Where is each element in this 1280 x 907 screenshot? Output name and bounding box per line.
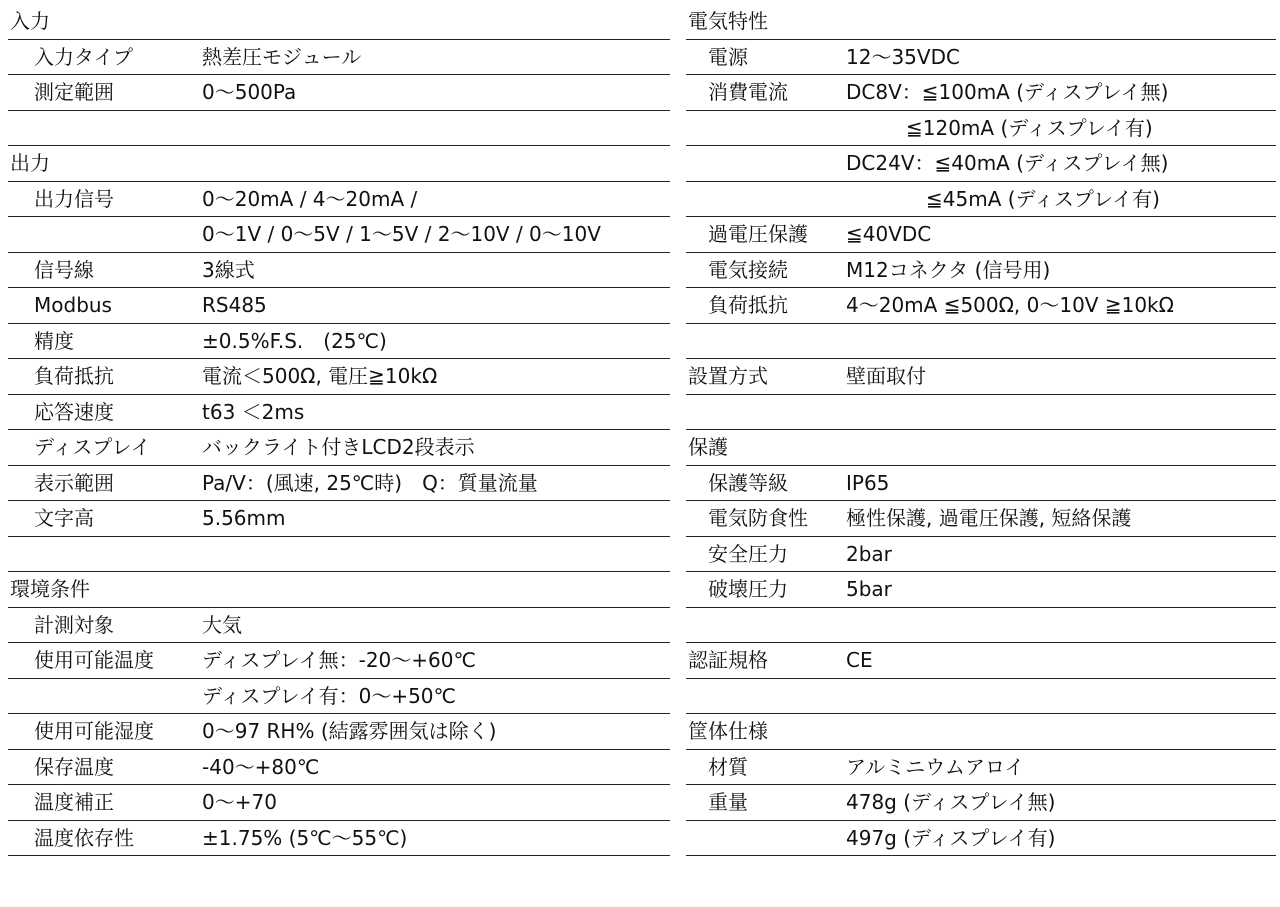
spec-label: 計測対象 (34, 612, 114, 637)
spec-label: 保存温度 (34, 754, 114, 779)
spec-row (8, 253, 670, 289)
spec-row (686, 253, 1276, 289)
spec-value: 4～20mA ≦500Ω, 0～10V ≧10kΩ (846, 293, 1174, 317)
spec-row (8, 785, 670, 821)
spec-row (686, 288, 1276, 324)
spec-row (8, 608, 670, 644)
spec-value: 壁面取付 (846, 364, 926, 388)
spec-row (686, 217, 1276, 253)
spec-label: 温度依存性 (34, 825, 134, 850)
spec-label: 材質 (708, 754, 748, 779)
spec-row (686, 785, 1276, 821)
spec-row (686, 111, 1276, 147)
spec-value: -40～+80℃ (202, 754, 320, 779)
spec-row (8, 288, 670, 324)
spec-value: ≦45mA (ディスプレイ有) (846, 186, 1160, 211)
section-title: 電気特性 (688, 9, 768, 33)
spacer-row (686, 608, 1276, 644)
spec-column-left (8, 4, 670, 856)
spec-row (8, 182, 670, 218)
spec-label: 使用可能温度 (34, 648, 154, 672)
spec-value: IP65 (846, 470, 890, 495)
section-title: 筐体仕様 (688, 719, 768, 743)
spec-value: 熱差圧モジュール (202, 44, 362, 69)
spec-row (686, 182, 1276, 218)
spec-value: Pa/V：(風速, 25℃時) Q：質量流量 (202, 470, 538, 495)
section-header-row (686, 359, 1276, 395)
spec-label: 入力タイプ (34, 44, 133, 69)
spec-value: CE (846, 648, 873, 672)
spec-label: 文字高 (34, 506, 94, 530)
spec-row (8, 75, 670, 111)
spec-value: 0～+70 (202, 790, 277, 814)
section-title: 設置方式 (688, 364, 768, 388)
section-header-row (686, 430, 1276, 466)
section-header-row (8, 4, 670, 40)
spec-value: 大気 (202, 612, 242, 637)
spec-label: 測定範囲 (34, 80, 114, 104)
spec-value: 電流＜500Ω, 電圧≧10kΩ (202, 364, 438, 388)
spacer-row (8, 111, 670, 147)
spec-row (686, 75, 1276, 111)
spacer-row (686, 324, 1276, 360)
spec-value: RS485 (202, 293, 267, 317)
spec-row (8, 324, 670, 360)
section-header-row (8, 146, 670, 182)
spec-value: 3線式 (202, 257, 255, 282)
spec-row (8, 750, 670, 786)
spacer-row (8, 537, 670, 573)
spec-value: ±1.75% (5℃～55℃) (202, 825, 408, 850)
spec-row (686, 146, 1276, 182)
spec-row (686, 750, 1276, 786)
spacer-row (686, 679, 1276, 715)
spec-value: アルミニウムアロイ (846, 754, 1025, 779)
spec-value: 0～97 RH% (結露雰囲気は除く) (202, 719, 497, 743)
spec-label: 保護等級 (708, 470, 788, 495)
spec-label: ディスプレイ (34, 435, 151, 459)
section-title: 入力 (10, 9, 50, 33)
spec-row (8, 821, 670, 857)
spec-value: ディスプレイ有：0～+50℃ (202, 683, 456, 708)
section-title: 認証規格 (688, 648, 768, 672)
spacer-row (686, 395, 1276, 431)
spec-label: 電気接続 (708, 257, 788, 282)
spec-label: 重量 (708, 790, 748, 814)
spec-row (686, 466, 1276, 502)
spec-row (8, 395, 670, 431)
spec-column-right (686, 4, 1276, 856)
spec-row (686, 537, 1276, 573)
section-title: 出力 (10, 151, 50, 175)
spec-label: 使用可能湿度 (34, 719, 154, 743)
spec-value: 12～35VDC (846, 44, 960, 69)
spec-value: DC8V：≦100mA (ディスプレイ無) (846, 80, 1169, 104)
spec-label: 負荷抵抗 (34, 364, 114, 388)
spec-label: 安全圧力 (708, 541, 788, 566)
spec-row (8, 714, 670, 750)
spec-value: DC24V：≦40mA (ディスプレイ無) (846, 151, 1169, 175)
spec-value: t63 ＜2ms (202, 399, 305, 424)
section-header-row (8, 572, 670, 608)
spec-value: 0～1V / 0～5V / 1～5V / 2～10V / 0～10V (202, 222, 601, 246)
spec-row (8, 466, 670, 502)
spec-label: 過電圧保護 (708, 222, 808, 246)
spec-label: 消費電流 (708, 80, 788, 104)
spec-label: 応答速度 (34, 399, 114, 424)
spec-label: 信号線 (34, 257, 94, 282)
spec-row (8, 679, 670, 715)
spec-value: ±0.5%F.S. (25℃) (202, 328, 387, 353)
spec-label: Modbus (34, 293, 112, 317)
spec-row (8, 430, 670, 466)
spec-label: 負荷抵抗 (708, 293, 788, 317)
spec-row (8, 359, 670, 395)
spec-row (686, 501, 1276, 537)
spec-row (686, 572, 1276, 608)
spec-label: 温度補正 (34, 790, 114, 814)
spec-label: 電源 (708, 44, 748, 69)
spec-row (8, 501, 670, 537)
section-header-row (686, 4, 1276, 40)
spec-value: 極性保護, 過電圧保護, 短絡保護 (846, 506, 1132, 530)
spec-value: ≦40VDC (846, 222, 932, 246)
spec-row (686, 40, 1276, 76)
spec-value: ディスプレイ無：-20～+60℃ (202, 648, 476, 672)
spec-value: M12コネクタ (信号用) (846, 257, 1051, 282)
spec-value: ≦120mA (ディスプレイ有) (846, 115, 1153, 140)
spec-row (8, 217, 670, 253)
spec-value: 497g (ディスプレイ有) (846, 825, 1056, 850)
spec-label: 電気防食性 (708, 506, 808, 530)
spec-label: 表示範囲 (34, 470, 114, 495)
section-title: 保護 (688, 435, 728, 459)
spec-value: バックライト付きLCD2段表示 (202, 435, 475, 459)
spec-row (8, 40, 670, 76)
spec-value: 5bar (846, 577, 892, 601)
spec-value: 5.56mm (202, 506, 286, 530)
spec-value: 2bar (846, 541, 892, 566)
section-title: 環境条件 (10, 577, 90, 601)
spec-row (8, 643, 670, 679)
spec-label: 破壊圧力 (708, 577, 788, 601)
spec-value: 478g (ディスプレイ無) (846, 790, 1056, 814)
spec-label: 精度 (34, 328, 74, 353)
section-header-row (686, 643, 1276, 679)
section-header-row (686, 714, 1276, 750)
spec-value: 0～500Pa (202, 80, 297, 104)
spec-value: 0～20mA / 4～20mA / (202, 186, 418, 211)
spec-row (686, 821, 1276, 857)
spec-label: 出力信号 (34, 186, 114, 211)
